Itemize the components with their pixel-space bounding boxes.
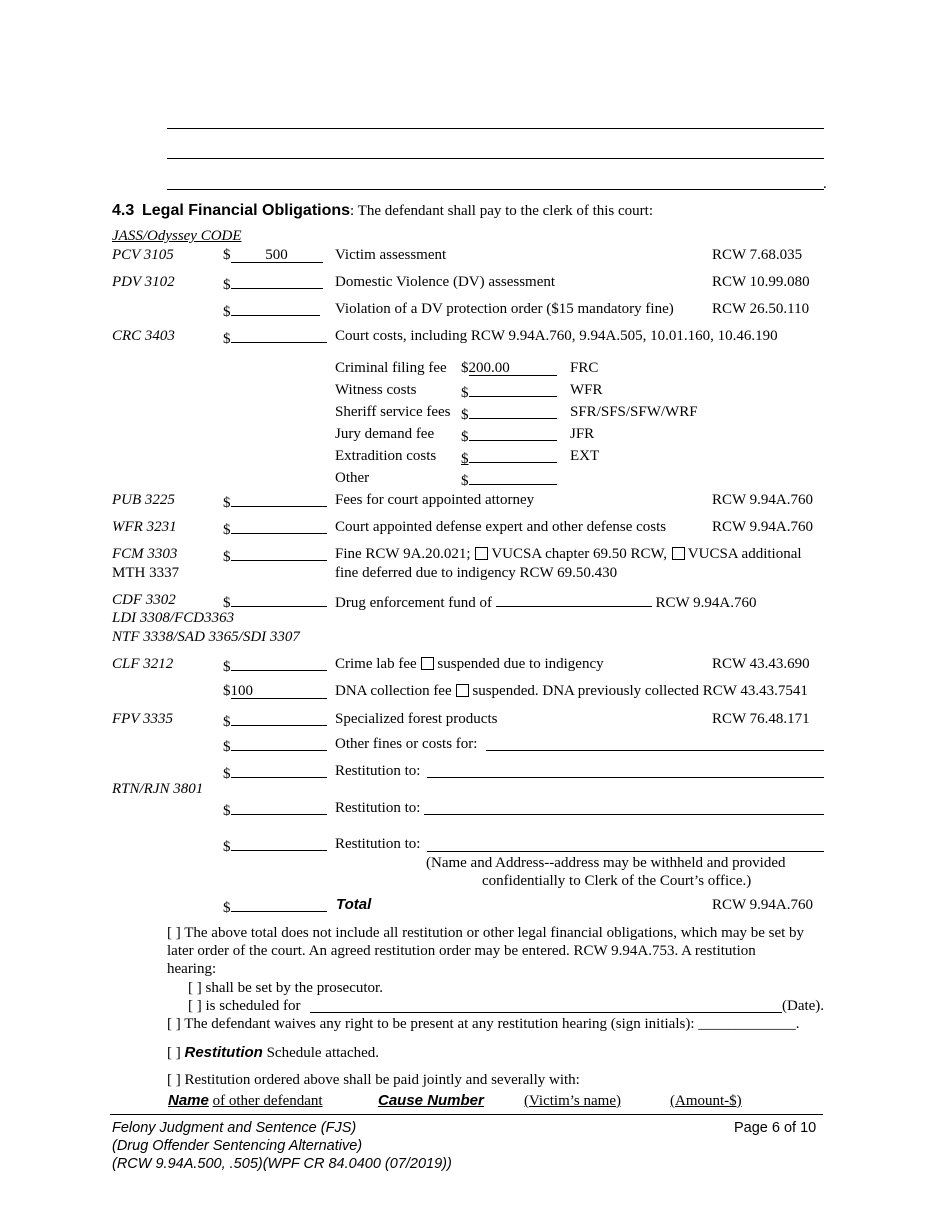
code-crc: CRC 3403 bbox=[112, 328, 175, 344]
court-cost-amount[interactable]: $ bbox=[461, 470, 557, 490]
restitution-schedule[interactable]: [ ] Restitution Schedule attached. bbox=[167, 1044, 380, 1061]
restitution-line-2[interactable] bbox=[424, 814, 824, 815]
desc-pdv: Domestic Violence (DV) assessment bbox=[335, 274, 556, 290]
code-cdf: CDF 3302 bbox=[112, 592, 176, 608]
amount-dvpo[interactable]: $ bbox=[223, 301, 320, 321]
period-mark: . bbox=[823, 176, 827, 192]
court-cost-amount[interactable]: $ bbox=[461, 448, 557, 468]
code-pub: PUB 3225 bbox=[112, 492, 175, 508]
page-number: Page 6 of 10 bbox=[734, 1120, 817, 1136]
section-header bbox=[112, 202, 653, 220]
code-fpv: FPV 3335 bbox=[112, 711, 173, 727]
rcw-pub: RCW 9.94A.760 bbox=[712, 492, 813, 508]
amount-dna[interactable]: $100 bbox=[223, 683, 327, 700]
waive-presence[interactable]: [ ] The defendant waives any right to be present at any restitution hearing (sign initials): _____________. bbox=[167, 1016, 800, 1032]
scheduled-for[interactable]: [ ] is scheduled for bbox=[188, 998, 301, 1014]
rcw-total: RCW 9.94A.760 bbox=[712, 897, 813, 913]
amount-clf[interactable]: $ bbox=[223, 656, 327, 676]
section-number: 4.3 bbox=[112, 202, 135, 219]
crime-lab-suspended-checkbox[interactable] bbox=[421, 657, 434, 670]
code-mth: MTH 3337 bbox=[112, 565, 180, 581]
court-cost-label: Witness costs bbox=[335, 382, 417, 398]
court-cost-code: FRC bbox=[570, 360, 599, 376]
desc-cdf: Drug enforcement fund of RCW 9.94A.760 bbox=[335, 592, 757, 612]
col-name-header: Name of other defendant bbox=[168, 1092, 323, 1109]
rcw-dvpo: RCW 26.50.110 bbox=[712, 301, 810, 317]
dna-suspended-checkbox[interactable] bbox=[456, 684, 469, 697]
court-cost-code: SFR/SFS/SFW/WRF bbox=[570, 404, 698, 420]
code-clf: CLF 3212 bbox=[112, 656, 174, 672]
col-victim-header: (Victim’s name) bbox=[524, 1093, 621, 1109]
amount-pdv[interactable]: $ bbox=[223, 274, 323, 294]
code-rtn: RTN/RJN 3801 bbox=[112, 781, 204, 797]
amount-restitution-1[interactable]: $ bbox=[223, 763, 327, 783]
amount-fpv[interactable]: $ bbox=[223, 711, 327, 731]
blank-line-1 bbox=[167, 128, 824, 129]
desc-restitution-2: Restitution to: bbox=[335, 800, 421, 816]
court-cost-amount[interactable]: $ bbox=[461, 404, 557, 424]
court-cost-code: WFR bbox=[570, 382, 603, 398]
desc-dna: DNA collection fee suspended. DNA previously collected RCW 43.43.7541 bbox=[335, 683, 808, 699]
rcw-fpv: RCW 76.48.171 bbox=[712, 711, 810, 727]
desc-other: Other fines or costs for: bbox=[335, 736, 478, 752]
court-cost-label: Criminal filing fee bbox=[335, 360, 447, 376]
code-header: JASS/Odyssey CODE bbox=[112, 228, 242, 244]
note-total-line1: [ ] The above total does not include all restitution or other legal financial obligations, which may be set by bbox=[167, 925, 805, 941]
section-title: Legal Financial Obligations bbox=[142, 202, 351, 219]
restitution-line-1[interactable] bbox=[427, 777, 824, 778]
amount-crc[interactable]: $ bbox=[223, 328, 327, 348]
desc-wfr: Court appointed defense expert and other defense costs bbox=[335, 519, 667, 535]
desc-fpv: Specialized forest products bbox=[335, 711, 498, 727]
court-cost-amount[interactable]: $200.00 bbox=[461, 360, 557, 377]
amount-fcm[interactable]: $ bbox=[223, 546, 327, 566]
other-fines-line[interactable] bbox=[486, 750, 824, 751]
court-cost-label: Sheriff service fees bbox=[335, 404, 451, 420]
desc-pcv: Victim assessment bbox=[335, 247, 447, 263]
desc-dvpo: Violation of a DV protection order ($15 mandatory fine) bbox=[335, 301, 674, 317]
blank-line-3 bbox=[167, 189, 824, 190]
desc-fcm: Fine RCW 9A.20.021; VUCSA chapter 69.50 RCW, VUCSA additional bbox=[335, 546, 802, 562]
code-fcm: FCM 3303 bbox=[112, 546, 178, 562]
name-address-note: (Name and Address--address may be withheld and provided bbox=[426, 855, 786, 871]
amount-other[interactable]: $ bbox=[223, 736, 327, 756]
rcw-wfr: RCW 9.94A.760 bbox=[712, 519, 813, 535]
total-label: Total bbox=[336, 896, 372, 913]
court-cost-label: Other bbox=[335, 470, 370, 486]
col-amount-header: (Amount-$) bbox=[670, 1093, 742, 1109]
court-cost-label: Extradition costs bbox=[335, 448, 437, 464]
code-pdv: PDV 3102 bbox=[112, 274, 175, 290]
court-cost-amount[interactable]: $ bbox=[461, 382, 557, 402]
amount-cdf[interactable]: $ bbox=[223, 592, 327, 612]
desc-restitution-3: Restitution to: bbox=[335, 836, 421, 852]
note-total-line2: later order of the court. An agreed restitution order may be entered. RCW 9.94A.753. A restitution bbox=[167, 943, 756, 959]
restitution-line-3[interactable] bbox=[427, 851, 824, 852]
footer-line2: (Drug Offender Sentencing Alternative) bbox=[112, 1138, 363, 1154]
name-address-note-2: confidentially to Clerk of the Court’s office.) bbox=[482, 873, 752, 889]
vucsa-checkbox[interactable] bbox=[475, 547, 488, 560]
footer-rule bbox=[110, 1114, 823, 1115]
footer-line3: (RCW 9.94A.500, .505)(WPF CR 84.0400 (07/2019)) bbox=[112, 1156, 452, 1172]
desc-fcm-line2: fine deferred due to indigency RCW 69.50.430 bbox=[335, 565, 618, 581]
rcw-pcv: RCW 7.68.035 bbox=[712, 247, 803, 263]
footer-line1: Felony Judgment and Sentence (FJS) bbox=[112, 1120, 357, 1136]
vucsa-additional-checkbox[interactable] bbox=[672, 547, 685, 560]
amount-total[interactable]: $ bbox=[223, 897, 327, 917]
jointly-severally[interactable]: [ ] Restitution ordered above shall be paid jointly and severally with: bbox=[167, 1072, 580, 1088]
section-intro: : The defendant shall pay to the clerk of this court: bbox=[350, 203, 653, 219]
desc-crc: Court costs, including RCW 9.94A.760, 9.94A.505, 10.01.160, 10.46.190 bbox=[335, 328, 778, 344]
amount-restitution-2[interactable]: $ bbox=[223, 800, 327, 820]
amount-restitution-3[interactable]: $ bbox=[223, 836, 327, 856]
scheduled-date-line[interactable] bbox=[310, 1012, 782, 1013]
code-ldi: LDI 3308/FCD3363 bbox=[112, 610, 235, 626]
set-by-prosecutor[interactable]: [ ] shall be set by the prosecutor. bbox=[188, 980, 383, 996]
court-cost-code: JFR bbox=[570, 426, 595, 442]
col-cause-header: Cause Number bbox=[378, 1092, 484, 1109]
amount-pcv[interactable]: $ 500 bbox=[223, 247, 323, 264]
drug-fund-input[interactable] bbox=[496, 592, 652, 607]
note-total-line3: hearing: bbox=[167, 961, 217, 977]
code-ntf: NTF 3338/SAD 3365/SDI 3307 bbox=[112, 629, 300, 645]
rcw-pdv: RCW 10.99.080 bbox=[712, 274, 810, 290]
desc-clf: Crime lab fee suspended due to indigency bbox=[335, 656, 604, 672]
desc-restitution-1: Restitution to: bbox=[335, 763, 421, 779]
blank-line-2 bbox=[167, 158, 824, 159]
amount-pub[interactable]: $ bbox=[223, 492, 327, 512]
date-label: (Date). bbox=[782, 998, 825, 1014]
code-wfr: WFR 3231 bbox=[112, 519, 177, 535]
court-cost-amount[interactable]: $ bbox=[461, 426, 557, 446]
court-cost-code: EXT bbox=[570, 448, 600, 464]
court-cost-label: Jury demand fee bbox=[335, 426, 435, 442]
restitution-label: Restitution bbox=[184, 1044, 263, 1061]
desc-pub: Fees for court appointed attorney bbox=[335, 492, 535, 508]
amount-wfr[interactable]: $ bbox=[223, 519, 327, 539]
code-pcv: PCV 3105 bbox=[112, 247, 174, 263]
rcw-clf: RCW 43.43.690 bbox=[712, 656, 810, 672]
